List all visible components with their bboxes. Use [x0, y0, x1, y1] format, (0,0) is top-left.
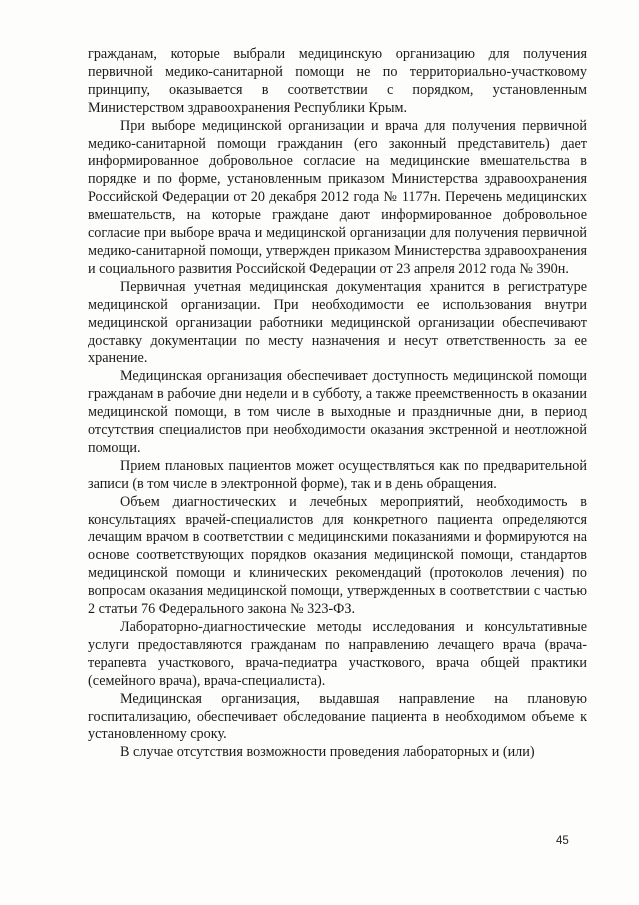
paragraph-5: Прием плановых пациентов может осуществляться как по предварительной записи (в том числе в электронной форме), так и в день обращения. [88, 457, 587, 492]
paragraph-1: гражданам, которые выбрали медицинскую организацию для получения первичной медико-санитарной помощи не по территориально-участковому принципу, оказывается в соответствии с порядком, установленным Министерством здравоохранения Республики Крым. [88, 46, 587, 116]
paragraph-6: Объем диагностических и лечебных мероприятий, необходимость в консультациях врачей-специалистов для конкретного пациента определяются лечащим врачом в соответствии с медицинскими показаниями и формируются на основе соответствующих порядков оказания медицинской помощи, стандартов медицинской помощи и клинических рекомендаций (протоколов лечения) по вопросам оказания медицинской помощи, утвержденных в соответствии с частью 2 статьи 76 Федерального закона № 323-ФЗ. [88, 493, 587, 618]
paragraph-8: Медицинская организация, выдавшая направление на плановую госпитализацию, обеспечивает обследование пациента в необходимом объеме к установленному сроку. [88, 690, 587, 743]
page-number: 45 [556, 835, 569, 847]
paragraph-9: В случае отсутствия возможности проведения лабораторных и (или) [120, 744, 535, 761]
paragraph-3: Первичная учетная медицинская документация хранится в регистратуре медицинской организации. При необходимости ее использования внутри медицинской организации работники медицинской организации обеспечивают доставку документации по месту назначения и несут ответственность за ее хранение. [88, 278, 587, 367]
paragraph-2: При выборе медицинской организации и врача для получения первичной медико-санитарной помощи гражданин (его законный представитель) дает информированное добровольное согласие на медицинские вмешательства в порядке и по форме, установленным приказом Министерства здравоохранения Российской Федерации от 20 декабря 2012 года № 1177н. Перечень медицинских вмешательств, на которые граждане дают информированное добровольное согласие при выборе врача и медицинской организации для получения первичной медико-санитарной помощи, утвержден приказом Министерства здравоохранения и социального развития Российской Федерации от 23 апреля 2012 года № 390н. [88, 117, 587, 277]
paragraph-7: Лабораторно-диагностические методы исследования и консультативные услуги предоставляются гражданам по направлению лечащего врача (врача-терапевта участкового, врача-педиатра участкового, врача общей практики (семейного врача), врача-специалиста). [88, 619, 587, 689]
paragraph-4: Медицинская организация обеспечивает доступность медицинской помощи гражданам в рабочие дни недели и в субботу, а также преемственность в оказании медицинской помощи, в том числе в выходные и праздничные дни, в период отсутствия специалистов при необходимости оказания экстренной и неотложной помощи. [88, 368, 587, 456]
document-body [88, 46, 587, 762]
